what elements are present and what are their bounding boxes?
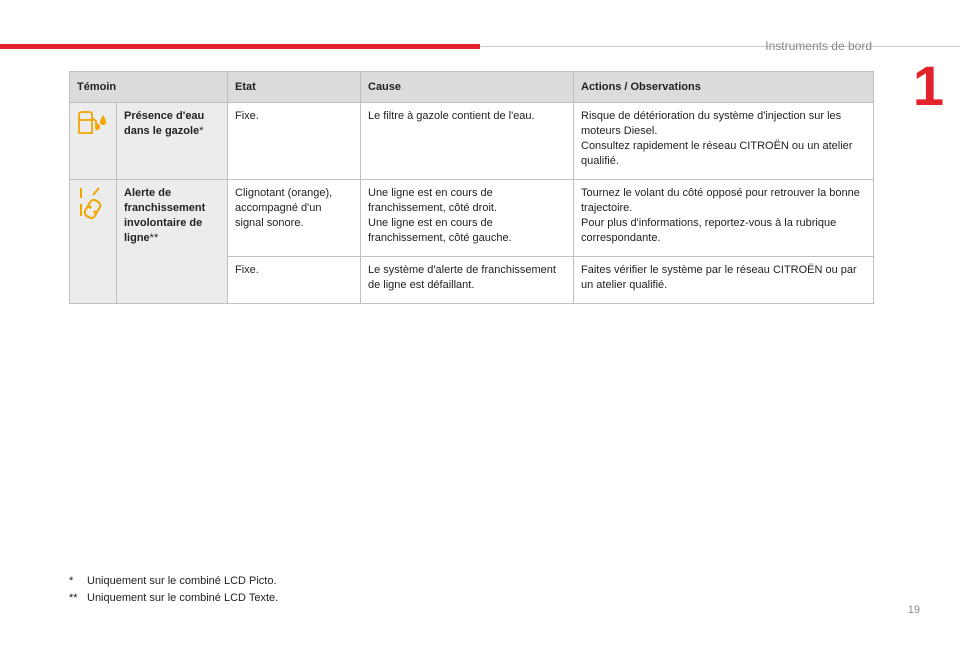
actions-cell: Risque de détérioration du système d'injection sur les moteurs Diesel. Consultez rapidement le réseau CITROËN ou un atelier qualifié. <box>574 103 874 180</box>
table-row <box>70 180 874 257</box>
table-row <box>70 103 874 180</box>
table-header-row <box>70 72 874 103</box>
column-header-actions: Actions / Observations <box>574 72 874 103</box>
page-number: 19 <box>907 604 920 616</box>
indicator-label-lane: Alerte de franchissement involontaire de ligne** <box>117 180 228 304</box>
warning-lights-table <box>69 71 874 304</box>
etat-cell: Fixe. <box>228 257 361 304</box>
actions-cell: Faites vérifier le système par le réseau CITROËN ou par un atelier qualifié. <box>574 257 874 304</box>
actions-cell: Tournez le volant du côté opposé pour retrouver la bonne trajectoire. Pour plus d'informations, reportez-vous à la rubrique correspondante. <box>574 180 874 257</box>
header-rule <box>480 46 960 47</box>
indicator-label-water: Présence d'eau dans le gazole* <box>117 103 228 180</box>
footnote: * Uniquement sur le combiné LCD Picto. <box>69 575 277 587</box>
cause-cell: Une ligne est en cours de franchissement, côté droit. Une ligne est en cours de franchissement, côté gauche. <box>361 180 574 257</box>
column-header-temoin: Témoin <box>70 72 228 103</box>
lane-departure-icon <box>77 186 109 222</box>
section-title: Instruments de bord <box>765 39 872 53</box>
footnote: ** Uniquement sur le combiné LCD Texte. <box>69 592 279 604</box>
column-header-cause: Cause <box>361 72 574 103</box>
chapter-number: 1 <box>912 54 944 117</box>
cause-cell: Le système d'alerte de franchissement de ligne est défaillant. <box>361 257 574 304</box>
red-header-bar <box>0 44 480 49</box>
etat-cell: Fixe. <box>228 103 361 180</box>
icon-cell <box>70 180 117 304</box>
etat-cell: Clignotant (orange), accompagné d'un signal sonore. <box>228 180 361 257</box>
water-in-diesel-icon <box>77 109 109 135</box>
column-header-etat: Etat <box>228 72 361 103</box>
icon-cell <box>70 103 117 180</box>
cause-cell: Le filtre à gazole contient de l'eau. <box>361 103 574 180</box>
